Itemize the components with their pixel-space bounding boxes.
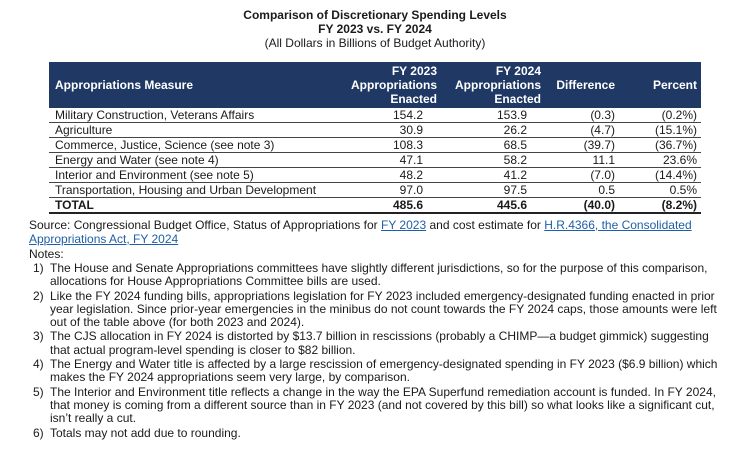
total-fy2024: 445.6 [441,198,545,214]
table-row [49,183,701,198]
cell-fy2024: 26.2 [441,123,545,138]
note-item [29,290,729,330]
notes-list [29,262,729,441]
cell-measure: Commerce, Justice, Science (see note 3) [49,138,337,153]
table-title-years: FY 2023 vs. FY 2024 [318,22,432,36]
table-subtitle: (All Dollars in Billions of Budget Authority) [264,36,486,50]
table-row [49,123,701,138]
cell-fy2023: 97.0 [337,183,441,198]
cell-percent: 23.6% [619,153,701,168]
header-fy2024-line3: Enacted [494,92,541,106]
note-item [29,262,729,289]
cell-fy2024: 41.2 [441,168,545,183]
note-number: 6) [33,425,44,440]
cell-fy2023: 108.3 [337,138,441,153]
cell-measure: Transportation, Housing and Urban Development [49,183,337,198]
note-number: 5) [33,384,44,399]
header-measure: Appropriations Measure [49,62,337,108]
hr4366-cost-estimate-link[interactable]: H.R.4366, the Consolidated Appropriations Act, FY 2024 [29,218,692,246]
note-number: 3) [33,329,44,344]
note-item [29,386,729,426]
note-number: 4) [33,357,44,372]
cell-measure: Military Construction, Veterans Affairs [49,108,337,123]
cell-difference: 0.5 [545,183,619,198]
source-citation [29,219,729,246]
table-row [49,168,701,183]
cell-measure: Agriculture [49,123,337,138]
cell-fy2023: 30.9 [337,123,441,138]
spending-table [49,62,701,214]
cell-fy2023: 154.2 [337,108,441,123]
cell-percent: (15.1%) [619,123,701,138]
cell-percent: 0.5% [619,183,701,198]
cell-percent: (14.4%) [619,168,701,183]
note-text: The House and Senate Appropriations committees have slightly different jurisdictions, so for the purpose of this comparison, allocations for House Appropriations Committee bills are used. [50,261,708,289]
table-title: Comparison of Discretionary Spending Levels [243,8,507,22]
note-item [29,427,729,440]
cell-measure: Energy and Water (see note 4) [49,153,337,168]
cell-difference: 11.1 [545,153,619,168]
note-text: The CJS allocation in FY 2024 is distorted by $13.7 billion in rescissions (probably a CHIMP—a budget gimmick) suggesting that actual program-level spending is closer to $82 billion. [50,329,709,357]
note-text: The Interior and Environment title reflects a change in the way the EPA Superfund remediation account is funded. In FY 2024, that money is coming from a different source than in FY 2023 (and not covered by this bill) so what looks like a significant cut, isn’t really a cut. [50,384,716,426]
cell-fy2024: 68.5 [441,138,545,153]
cell-fy2024: 153.9 [441,108,545,123]
cell-fy2023: 47.1 [337,153,441,168]
fy2023-status-link[interactable]: FY 2023 [380,218,427,232]
table-row [49,108,701,123]
header-fy2023-line1: FY 2023 [391,64,437,78]
table-row [49,138,701,153]
note-item [29,330,729,357]
note-text: Like the FY 2024 funding bills, appropriations legislation for FY 2023 included emergency-designated funding enacted in prior year legislation. Since prior-year emergencies in the minibus do not count towards the FY 2024 caps, those amounts were left out of the table above (for both 2023 and 2024). [50,288,717,330]
notes-heading: Notes: [29,247,64,261]
note-item [29,358,729,385]
total-percent: (8.2%) [619,198,701,214]
source-prefix: Source: Congressional Budget Office, Status of Appropriations for [29,218,381,232]
note-text: Totals may not add due to rounding. [50,425,241,440]
header-fy2024-line2: Appropriations [455,78,541,92]
cell-difference: (0.3) [545,108,619,123]
table-total-row [49,198,701,214]
cell-percent: (36.7%) [619,138,701,153]
header-fy2023 [337,62,441,108]
cell-difference: (4.7) [545,123,619,138]
header-difference: Difference [545,62,619,108]
note-number: 2) [33,288,44,303]
table-row [49,153,701,168]
note-text: The Energy and Water title is affected by a large rescission of emergency-designated spending in FY 2023 ($6.9 billion) which makes the FY 2024 appropriations seem very large, by comparison. [50,357,718,385]
cell-fy2024: 58.2 [441,153,545,168]
cell-fy2024: 97.5 [441,183,545,198]
total-fy2023: 485.6 [337,198,441,214]
total-label: TOTAL [49,198,337,214]
header-fy2024-line1: FY 2024 [495,64,541,78]
cell-difference: (39.7) [545,138,619,153]
cell-measure: Interior and Environment (see note 5) [49,168,337,183]
source-middle: and cost estimate for [426,218,545,232]
cell-fy2023: 48.2 [337,168,441,183]
header-percent: Percent [619,62,701,108]
header-fy2024 [441,62,545,108]
cell-percent: (0.2%) [619,108,701,123]
note-number: 1) [33,261,44,275]
table-header-row [49,62,701,108]
total-difference: (40.0) [545,198,619,214]
cell-difference: (7.0) [545,168,619,183]
header-fy2023-line3: Enacted [390,92,437,106]
header-fy2023-line2: Appropriations [351,78,437,92]
